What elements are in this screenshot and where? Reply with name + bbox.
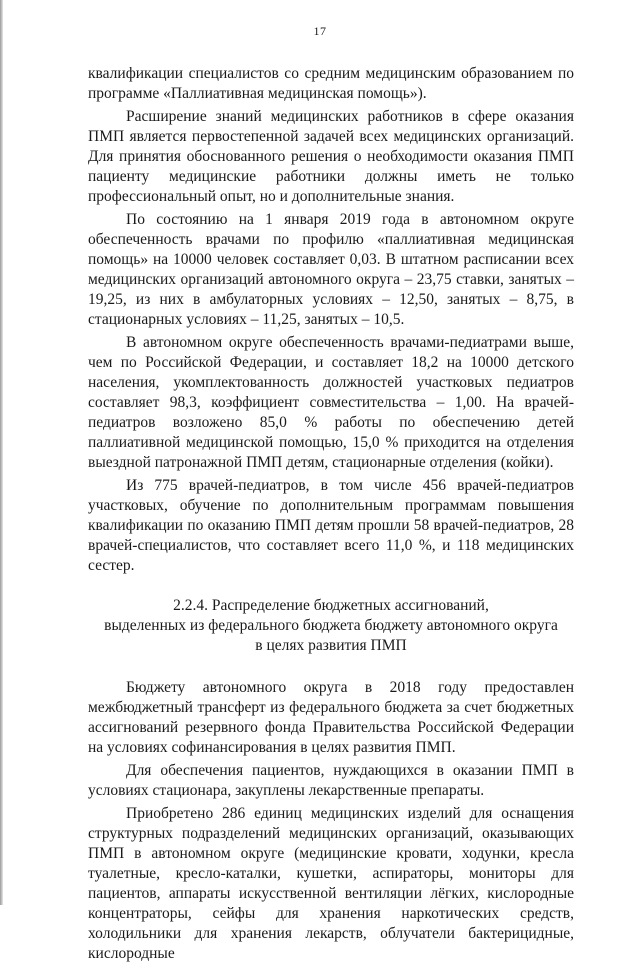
section-heading-line: выделенных из федерального бюджета бюджету автономного округа bbox=[104, 617, 558, 634]
paragraph: Из 775 врачей-педиатров, в том числе 456 врачей-педиатров участковых, обучение по дополнительным программам повышения квалификации по оказанию ПМП детям прошли 58 врачей-педиатров, 28 врачей-специалистов, что составляет всего 11,0 %, и 118 медицинских сестер. bbox=[88, 477, 574, 574]
paragraph: В автономном округе обеспеченность врачами-педиатрами выше, чем по Российской Федерации, и составляет 18,2 на 10000 детского населения, укомплектованность должностей участковых педиатров составляет 98,3, коэффициент совместительства – 1,00. На врачей-педиатров возложено 85,0 % работы по обеспечению детей паллиативной медицинской помощью, 15,0 % приходится на отделения выездной патронажной ПМП детям, стационарные отделения (койки). bbox=[88, 334, 574, 471]
paragraph: Для обеспечения пациентов, нуждающихся в оказании ПМП в условиях стационара, закуплены лекарственные препараты. bbox=[88, 762, 574, 799]
paragraph: Бюджету автономного округа в 2018 году предоставлен межбюджетный трансферт из федерального бюджета за счет бюджетных ассигнований резервного фонда Правительства Российской Федерации на условиях софинансирования в целях развития ПМП. bbox=[88, 679, 574, 756]
section-heading-line: 2.2.4. Распределение бюджетных ассигнований, bbox=[173, 597, 489, 614]
scan-edge bbox=[0, 0, 3, 905]
paragraph: Приобретено 286 единиц медицинских изделий для оснащения структурных подразделений медицинских организаций, оказывающих ПМП в автономном округе (медицинские кровати, ходунки, кресла туалетные, кресло-каталки, кушетки, аспираторы, мониторы для пациентов, аппараты искусственной вентиляции лёгких, кислородные концентраторы, сейфы для хранения наркотических средств, холодильники для хранения лекарств, облучатели бактерицидные, кислородные bbox=[88, 805, 574, 962]
section-heading bbox=[88, 596, 574, 656]
page-number: 17 bbox=[313, 24, 327, 38]
paragraph: По состоянию на 1 января 2019 года в автономном округе обеспеченность врачами по профилю «паллиативная медицинская помощь» на 10000 человек составляет 0,03. В штатном расписании всех медицинских организаций автономного округа – 23,75 ставки, занятых – 19,25, из них в амбулаторных условиях – 12,50, занятых – 8,75, в стационарных условиях – 11,25, занятых – 10,5. bbox=[88, 211, 574, 328]
paragraph: Расширение знаний медицинских работников в сфере оказания ПМП является первостепенной задачей всех медицинских организаций. Для принятия обоснованного решения о необходимости оказания ПМП пациенту медицинские работники должны иметь не только профессиональный опыт, но и дополнительные знания. bbox=[88, 108, 574, 205]
document-body bbox=[88, 64, 574, 964]
paragraph: квалификации специалистов со средним медицинским образованием по программе «Паллиативная медицинская помощь»). bbox=[88, 65, 574, 102]
section-heading-line: в целях развития ПМП bbox=[255, 637, 407, 654]
